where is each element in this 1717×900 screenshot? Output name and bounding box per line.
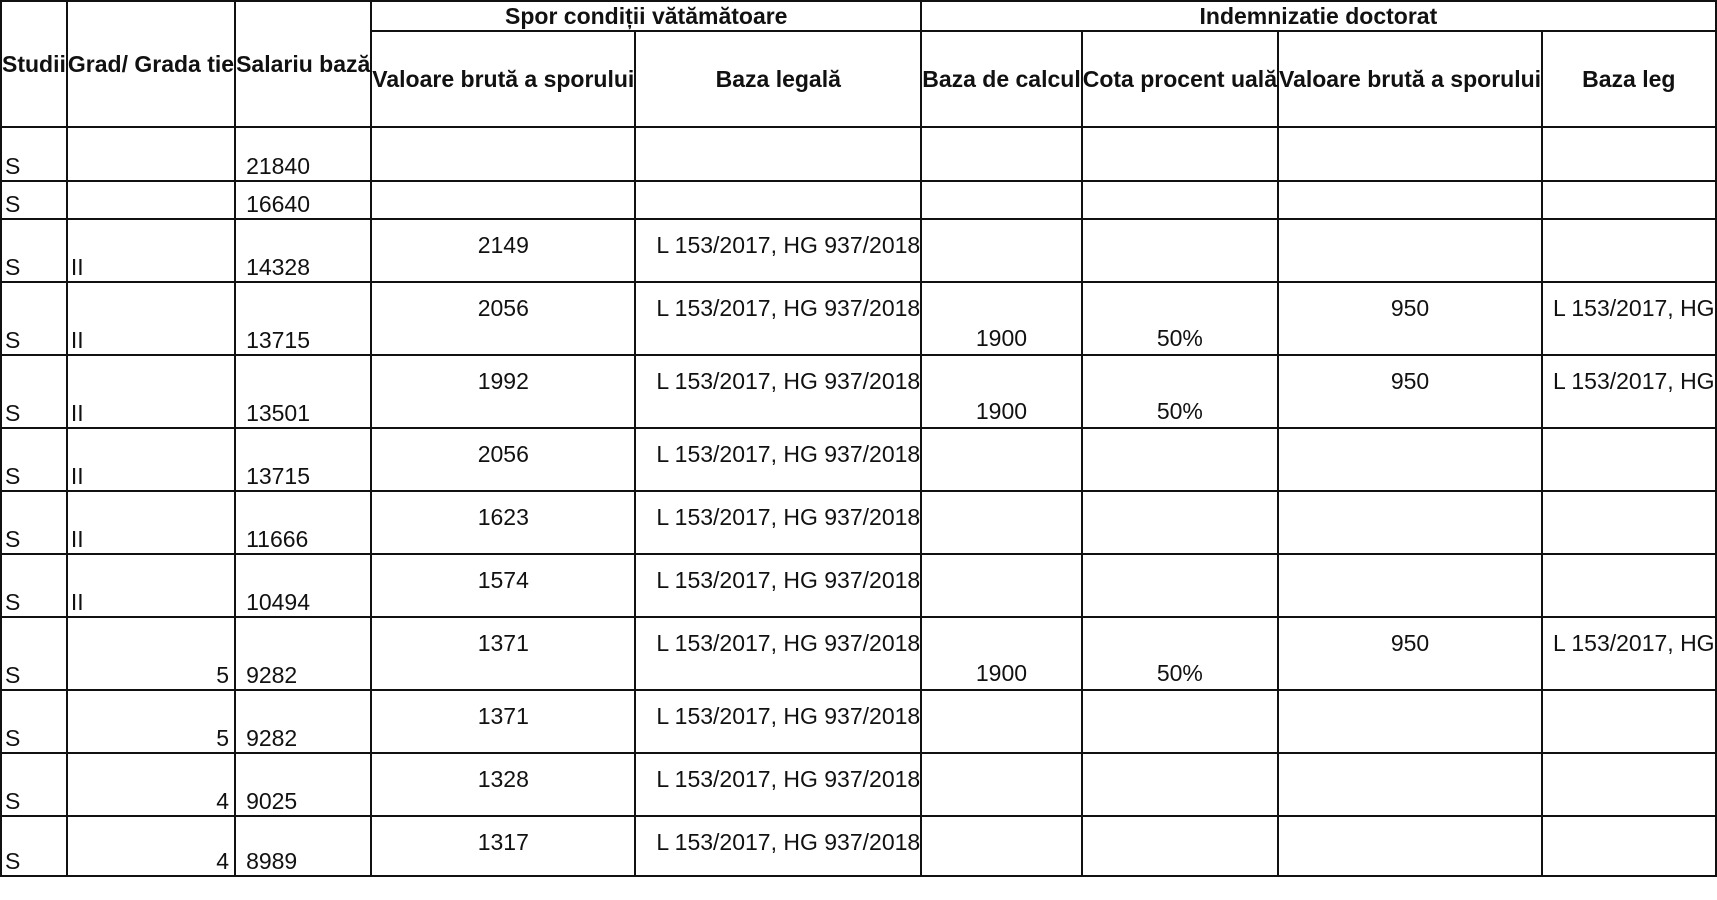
cell-spor-valoare: 1623 bbox=[371, 491, 635, 554]
cell-grad: II bbox=[67, 428, 235, 491]
header-spor-baza-legala: Baza legală bbox=[635, 31, 921, 127]
cell-spor-valoare: 1371 bbox=[371, 690, 635, 753]
cell-spor-baza-legala: L 153/2017, HG 937/2018 bbox=[635, 282, 921, 355]
cell-grad: 4 bbox=[67, 816, 235, 876]
table-row bbox=[1, 690, 1716, 753]
header-salariu: Salariu bază bbox=[235, 1, 371, 127]
cell-spor-valoare bbox=[371, 127, 635, 181]
table-row bbox=[1, 181, 1716, 219]
cell-spor-baza-legala: L 153/2017, HG 937/2018 bbox=[635, 554, 921, 617]
table-row bbox=[1, 355, 1716, 428]
table-body bbox=[1, 127, 1716, 876]
cell-doct-cota: 50% bbox=[1082, 617, 1278, 690]
cell-grad bbox=[67, 127, 235, 181]
header-spor-valoare: Valoare brută a sporului bbox=[371, 31, 635, 127]
cell-doct-cota bbox=[1082, 491, 1278, 554]
cell-doct-baza-legala bbox=[1542, 816, 1716, 876]
cell-doct-baza-calcul: 1900 bbox=[921, 355, 1082, 428]
cell-spor-valoare: 1574 bbox=[371, 554, 635, 617]
cell-doct-cota: 50% bbox=[1082, 355, 1278, 428]
cell-salariu: 11666 bbox=[235, 491, 371, 554]
header-doct-baza-calcul: Baza de calcul bbox=[921, 31, 1082, 127]
cell-studii: S bbox=[1, 428, 67, 491]
cell-doct-valoare bbox=[1278, 491, 1542, 554]
cell-studii: S bbox=[1, 554, 67, 617]
cell-spor-baza-legala: L 153/2017, HG 937/2018 bbox=[635, 617, 921, 690]
cell-spor-baza-legala: L 153/2017, HG 937/2018 bbox=[635, 816, 921, 876]
cell-doct-cota bbox=[1082, 428, 1278, 491]
cell-grad: 5 bbox=[67, 617, 235, 690]
header-studii: Studii bbox=[1, 1, 67, 127]
cell-doct-valoare bbox=[1278, 428, 1542, 491]
table-row bbox=[1, 219, 1716, 282]
cell-salariu: 13501 bbox=[235, 355, 371, 428]
cell-doct-baza-legala: L 153/2017, HG bbox=[1542, 282, 1716, 355]
cell-grad: II bbox=[67, 554, 235, 617]
cell-spor-baza-legala: L 153/2017, HG 937/2018 bbox=[635, 690, 921, 753]
cell-grad: 5 bbox=[67, 690, 235, 753]
table-row bbox=[1, 428, 1716, 491]
cell-doct-baza-calcul bbox=[921, 816, 1082, 876]
cell-doct-cota bbox=[1082, 219, 1278, 282]
cell-spor-baza-legala: L 153/2017, HG 937/2018 bbox=[635, 753, 921, 816]
cell-salariu: 14328 bbox=[235, 219, 371, 282]
cell-doct-cota bbox=[1082, 127, 1278, 181]
table-row bbox=[1, 753, 1716, 816]
cell-doct-baza-calcul bbox=[921, 219, 1082, 282]
table-row bbox=[1, 491, 1716, 554]
cell-doct-baza-legala bbox=[1542, 491, 1716, 554]
cell-doct-baza-legala: L 153/2017, HG bbox=[1542, 355, 1716, 428]
table-row bbox=[1, 554, 1716, 617]
cell-doct-baza-legala bbox=[1542, 753, 1716, 816]
cell-grad bbox=[67, 181, 235, 219]
cell-doct-baza-calcul: 1900 bbox=[921, 282, 1082, 355]
cell-doct-baza-legala: L 153/2017, HG bbox=[1542, 617, 1716, 690]
cell-studii: S bbox=[1, 355, 67, 428]
cell-salariu: 9282 bbox=[235, 690, 371, 753]
cell-doct-baza-legala bbox=[1542, 127, 1716, 181]
cell-salariu: 13715 bbox=[235, 282, 371, 355]
cell-doct-baza-calcul bbox=[921, 753, 1082, 816]
cell-grad: II bbox=[67, 491, 235, 554]
header-spor-group: Spor condiții vătămătoare bbox=[371, 1, 921, 31]
cell-doct-valoare bbox=[1278, 816, 1542, 876]
cell-salariu: 8989 bbox=[235, 816, 371, 876]
cell-spor-valoare: 1328 bbox=[371, 753, 635, 816]
cell-salariu: 13715 bbox=[235, 428, 371, 491]
cell-salariu: 9025 bbox=[235, 753, 371, 816]
table-row bbox=[1, 617, 1716, 690]
cell-doct-valoare bbox=[1278, 127, 1542, 181]
cell-studii: S bbox=[1, 127, 67, 181]
cell-doct-baza-calcul bbox=[921, 554, 1082, 617]
cell-doct-baza-legala bbox=[1542, 690, 1716, 753]
cell-studii: S bbox=[1, 282, 67, 355]
cell-spor-baza-legala bbox=[635, 181, 921, 219]
cell-doct-baza-calcul bbox=[921, 127, 1082, 181]
cell-spor-valoare: 1317 bbox=[371, 816, 635, 876]
header-grad: Grad/ Grada tie bbox=[67, 1, 235, 127]
header-doct-cota: Cota procent uală bbox=[1082, 31, 1278, 127]
cell-spor-valoare: 2056 bbox=[371, 428, 635, 491]
table-row bbox=[1, 127, 1716, 181]
cell-studii: S bbox=[1, 816, 67, 876]
cell-doct-valoare: 950 bbox=[1278, 282, 1542, 355]
cell-doct-cota: 50% bbox=[1082, 282, 1278, 355]
cell-studii: S bbox=[1, 753, 67, 816]
cell-doct-valoare bbox=[1278, 554, 1542, 617]
cell-doct-baza-legala bbox=[1542, 428, 1716, 491]
header-doct-valoare: Valoare brută a sporului bbox=[1278, 31, 1542, 127]
cell-doct-baza-legala bbox=[1542, 219, 1716, 282]
cell-studii: S bbox=[1, 617, 67, 690]
cell-doct-cota bbox=[1082, 816, 1278, 876]
cell-doct-valoare: 950 bbox=[1278, 355, 1542, 428]
cell-studii: S bbox=[1, 219, 67, 282]
cell-doct-cota bbox=[1082, 690, 1278, 753]
cell-doct-baza-calcul bbox=[921, 491, 1082, 554]
cell-spor-valoare: 1371 bbox=[371, 617, 635, 690]
header-doctorat-group: Indemnizatie doctorat bbox=[921, 1, 1715, 31]
cell-salariu: 9282 bbox=[235, 617, 371, 690]
cell-salariu: 16640 bbox=[235, 181, 371, 219]
cell-doct-cota bbox=[1082, 554, 1278, 617]
cell-studii: S bbox=[1, 690, 67, 753]
cell-doct-cota bbox=[1082, 753, 1278, 816]
cell-grad: II bbox=[67, 219, 235, 282]
cell-doct-cota bbox=[1082, 181, 1278, 219]
cell-spor-baza-legala: L 153/2017, HG 937/2018 bbox=[635, 355, 921, 428]
cell-doct-valoare bbox=[1278, 690, 1542, 753]
cell-spor-baza-legala bbox=[635, 127, 921, 181]
cell-salariu: 21840 bbox=[235, 127, 371, 181]
cell-salariu: 10494 bbox=[235, 554, 371, 617]
cell-studii: S bbox=[1, 491, 67, 554]
cell-doct-valoare: 950 bbox=[1278, 617, 1542, 690]
cell-spor-valoare: 2056 bbox=[371, 282, 635, 355]
cell-doct-baza-calcul bbox=[921, 428, 1082, 491]
table-row bbox=[1, 282, 1716, 355]
cell-grad: 4 bbox=[67, 753, 235, 816]
cell-spor-baza-legala: L 153/2017, HG 937/2018 bbox=[635, 428, 921, 491]
cell-spor-baza-legala: L 153/2017, HG 937/2018 bbox=[635, 219, 921, 282]
cell-doct-baza-legala bbox=[1542, 554, 1716, 617]
cell-spor-baza-legala: L 153/2017, HG 937/2018 bbox=[635, 491, 921, 554]
cell-doct-baza-calcul: 1900 bbox=[921, 617, 1082, 690]
table-row bbox=[1, 816, 1716, 876]
cell-spor-valoare: 2149 bbox=[371, 219, 635, 282]
cell-grad: II bbox=[67, 282, 235, 355]
cell-doct-valoare bbox=[1278, 181, 1542, 219]
cell-doct-baza-calcul bbox=[921, 690, 1082, 753]
cell-doct-valoare bbox=[1278, 219, 1542, 282]
cell-doct-baza-calcul bbox=[921, 181, 1082, 219]
header-doct-baza-legala: Baza leg bbox=[1542, 31, 1716, 127]
cell-doct-valoare bbox=[1278, 753, 1542, 816]
cell-spor-valoare: 1992 bbox=[371, 355, 635, 428]
cell-studii: S bbox=[1, 181, 67, 219]
cell-spor-valoare bbox=[371, 181, 635, 219]
cell-grad: II bbox=[67, 355, 235, 428]
cell-doct-baza-legala bbox=[1542, 181, 1716, 219]
